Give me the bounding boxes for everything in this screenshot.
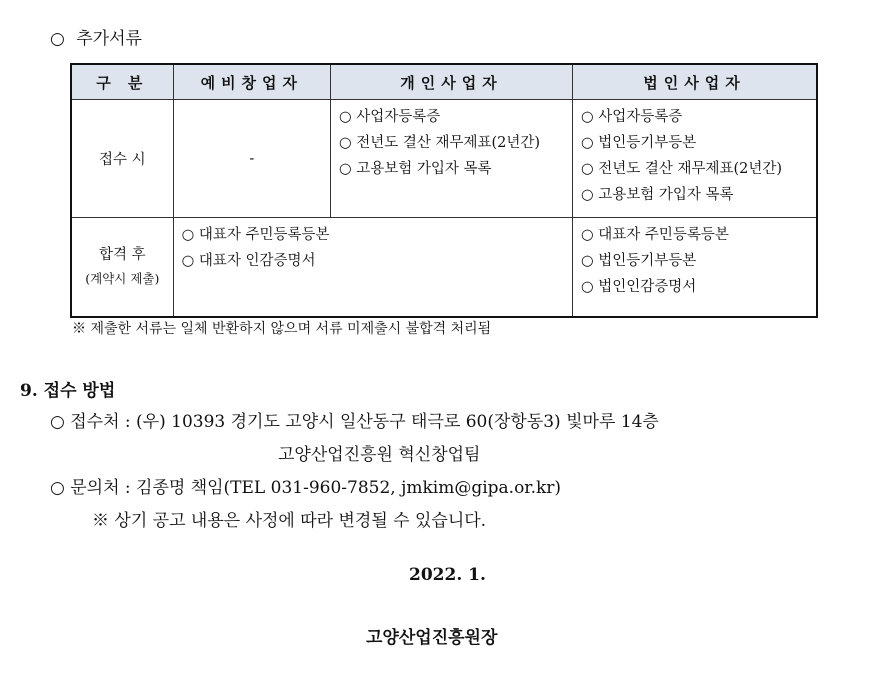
documents-table bbox=[70, 63, 818, 318]
row-label-pass-main: 합격 후 bbox=[98, 247, 146, 263]
section-extra-title: 추가서류 bbox=[76, 29, 142, 49]
corporate-receipt-list bbox=[572, 100, 817, 218]
receipt-team-line: 고양산업진흥원 혁신창업팀 bbox=[278, 445, 481, 465]
list-item: ○ 전년도 결산 재무제표(2년간) bbox=[580, 161, 783, 177]
header-category: 구 분 bbox=[71, 64, 173, 100]
list-item: ○ 법인등기부등본 bbox=[580, 253, 697, 269]
list-item: ○ 법인등기부등본 bbox=[580, 135, 697, 151]
row-label-pass bbox=[71, 218, 173, 318]
corporate-pass-list bbox=[572, 218, 817, 318]
prelim-individual-pass-list bbox=[173, 218, 572, 318]
document-date: 2022. 1. bbox=[409, 565, 486, 585]
list-item: ○ 전년도 결산 재무제표(2년간) bbox=[338, 135, 541, 151]
individual-receipt-list bbox=[330, 100, 572, 218]
header-prelim: 예비창업자 bbox=[173, 64, 330, 100]
list-item: ○ 사업자등록증 bbox=[338, 109, 441, 125]
list-item: ○ 고용보험 가입자 목록 bbox=[338, 161, 492, 177]
list-item: ○ 대표자 주민등록등본 bbox=[181, 227, 330, 243]
table-note: ※ 제출한 서류는 일체 반환하지 않으며 서류 미제출시 불합격 처리됨 bbox=[72, 321, 492, 337]
contact-line: ○ 문의처 : 김종명 책임(TEL 031-960-7852, jmkim@gipa.or.kr) bbox=[50, 478, 562, 498]
signature: 고양산업진흥원장 bbox=[366, 628, 498, 648]
bullet: ○ bbox=[50, 29, 65, 49]
receipt-address-line: ○ 접수처 : (우) 10393 경기도 고양시 일산동구 태극로 60(장항동3) 빛마루 14층 bbox=[50, 412, 659, 432]
header-individual: 개인사업자 bbox=[330, 64, 572, 100]
list-item: ○ 대표자 주민등록등본 bbox=[580, 227, 729, 243]
list-item: ○ 대표자 인감증명서 bbox=[181, 253, 316, 269]
header-corporate: 법인사업자 bbox=[572, 64, 817, 100]
list-item: ○ 법인인감증명서 bbox=[580, 279, 697, 295]
row-label-receipt: 접수 시 bbox=[71, 100, 173, 218]
section-extra-heading bbox=[50, 24, 142, 49]
table-row bbox=[71, 218, 817, 318]
row-label-pass-sub: (계약시 제출) bbox=[85, 271, 160, 286]
table-row bbox=[71, 100, 817, 218]
list-item: ○ 고용보험 가입자 목록 bbox=[580, 187, 734, 203]
table-header-row bbox=[71, 64, 817, 100]
prelim-receipt-value: - bbox=[173, 100, 330, 218]
list-item: ○ 사업자등록증 bbox=[580, 109, 683, 125]
notice-line: ※ 상기 공고 내용은 사정에 따라 변경될 수 있습니다. bbox=[92, 511, 487, 531]
section9-title: 9. 접수 방법 bbox=[20, 381, 116, 401]
